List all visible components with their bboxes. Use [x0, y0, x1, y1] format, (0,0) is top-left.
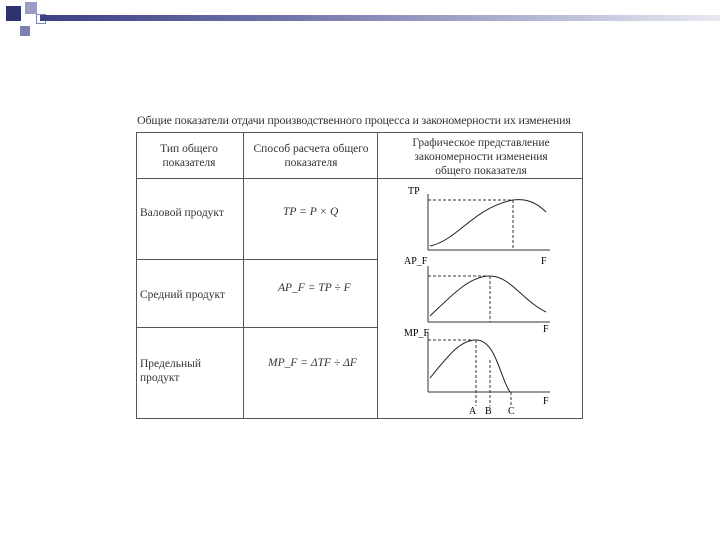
header-graph: Графическое представление закономерности изменения общего показателя [412, 137, 550, 177]
mp-x-label: F [543, 396, 549, 407]
ap-x-label: F [543, 324, 549, 335]
deco-square-small [20, 26, 30, 36]
header-method: Способ расчета общего показателя [253, 143, 369, 169]
row-formula-gross: TP = P × Q [283, 206, 339, 218]
deco-bar [40, 15, 720, 21]
ap-y-label: AP_F [404, 256, 428, 267]
deco-square-dark [6, 6, 21, 21]
production-graphs [378, 178, 582, 418]
point-b: B [485, 406, 492, 417]
row-type-average: Средний продукт [140, 289, 225, 301]
row-divider-2 [136, 327, 378, 328]
tp-x-label: F [541, 256, 547, 267]
col-divider-1 [243, 132, 244, 419]
ap-curve [430, 276, 546, 316]
row-type-marginal: Предельный продукт [140, 358, 201, 384]
row-formula-average: AP_F = TP ÷ F [278, 282, 351, 294]
tp-curve [430, 200, 546, 246]
deco-square-light [25, 2, 37, 14]
row-formula-marginal: MP_F = ΔTF ÷ ΔF [268, 357, 357, 369]
slide-decoration [0, 0, 720, 50]
tp-y-label: TP [408, 186, 420, 197]
slide-title: Общие показатели отдачи производственного процесса и закономерности их изменения [137, 113, 571, 127]
header-type: Тип общего показателя [160, 143, 218, 169]
point-a: A [469, 406, 477, 417]
mp-curve [430, 340, 510, 392]
mp-y-label: MP_F [404, 328, 430, 339]
row-divider-1 [136, 259, 378, 260]
point-c: C [508, 406, 515, 417]
row-type-gross: Валовой продукт [140, 207, 224, 219]
